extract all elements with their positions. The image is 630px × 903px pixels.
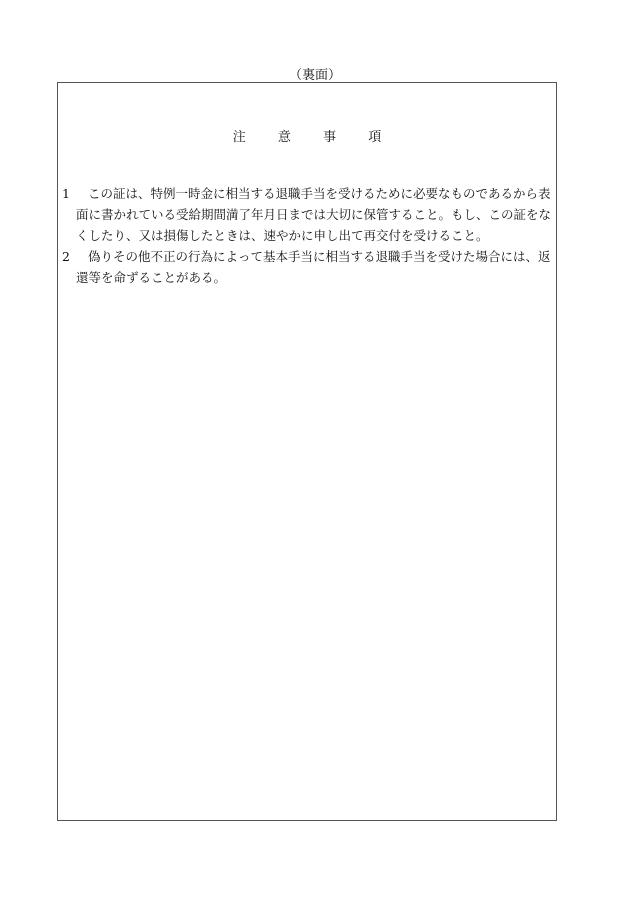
heading-char: 注	[232, 130, 246, 145]
heading-char: 意	[277, 130, 291, 145]
note-number: 2	[62, 249, 70, 264]
notes-list	[62, 183, 554, 288]
note-text: この証は、特例一時金に相当する退職手当を受けるために必要なものであるから表面に書かれている受給期間満了年月日までは大切に保管すること。もし、この証をなくしたり、又は損傷したときは、速やかに申し出て再交付を受けること。	[76, 186, 552, 243]
notice-frame	[57, 82, 557, 821]
heading-char: 項	[368, 130, 382, 145]
note-item	[62, 246, 554, 288]
note-item	[62, 183, 554, 246]
note-text: 偽りその他不正の行為によって基本手当に相当する退職手当を受けた場合には、返還等を命ずることがある。	[76, 249, 551, 285]
heading-char: 事	[323, 130, 337, 145]
notice-heading	[58, 126, 556, 145]
note-number: 1	[62, 186, 70, 201]
page-side-label: （裏面）	[288, 68, 341, 83]
